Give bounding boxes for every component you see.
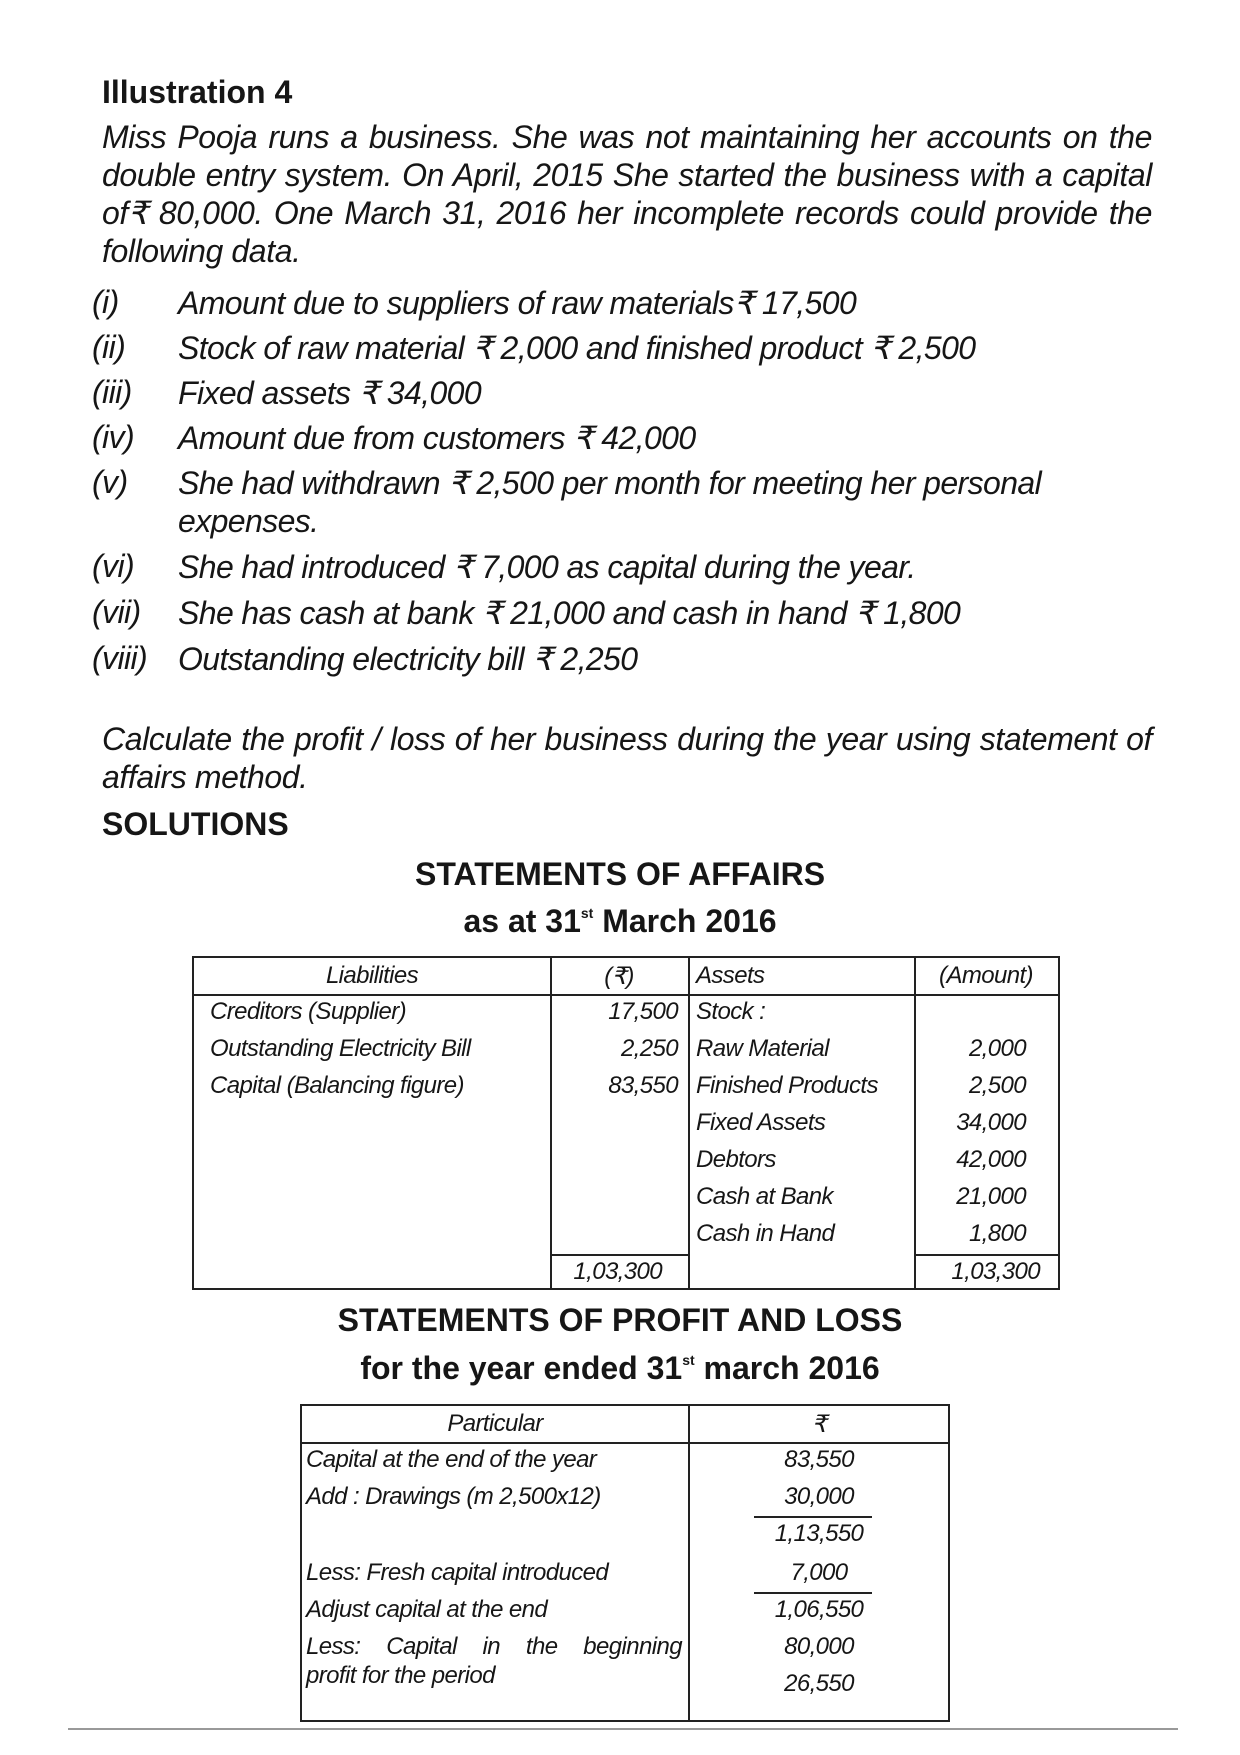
asset-label: Raw Material bbox=[696, 1035, 829, 1062]
item-number: (ii) bbox=[92, 329, 126, 365]
header-assets: Assets bbox=[696, 962, 765, 989]
asset-value: 2,000 bbox=[968, 1035, 1026, 1062]
liabilities-total: 1,03,300 bbox=[573, 1258, 662, 1285]
header-rupee: ₹ bbox=[811, 1411, 827, 1438]
intro-paragraph: Miss Pooja runs a business. She was not maintaining her accounts on the double entry system. On April, 2015 She started the business with a capital of₹ 80,000. One March 31, 2016 her incomplete records could provide the following data. bbox=[102, 119, 1152, 269]
asset-value: 42,000 bbox=[956, 1146, 1026, 1173]
item-number: (vi) bbox=[92, 548, 135, 584]
item-text: Outstanding electricity bill ₹ 2,250 bbox=[178, 641, 638, 677]
header-liabilities: Liabilities bbox=[325, 962, 419, 989]
illustration-heading: Illustration 4 bbox=[102, 74, 293, 110]
affairs-title: STATEMENTS OF AFFAIRS bbox=[414, 856, 826, 892]
pl-row-value: 80,000 bbox=[784, 1633, 854, 1660]
pl-row-value: 7,000 bbox=[790, 1559, 848, 1586]
liability-label: Outstanding Electricity Bill bbox=[210, 1035, 471, 1062]
pl-row-label: Capital at the end of the year bbox=[306, 1446, 597, 1473]
item-number: (viii) bbox=[92, 640, 148, 676]
subtotal-rule bbox=[754, 1592, 872, 1594]
affairs-subtitle-text: as at 31 bbox=[463, 903, 581, 939]
header-divider bbox=[194, 994, 1058, 996]
pl-row-label: profit for the period bbox=[306, 1662, 495, 1689]
list-item bbox=[92, 594, 1162, 634]
liability-label: Capital (Balancing figure) bbox=[210, 1072, 464, 1099]
asset-label: Cash at Bank bbox=[696, 1183, 833, 1210]
item-number: (vii) bbox=[92, 594, 141, 630]
item-text: She has cash at bank ₹ 21,000 and cash in hand ₹ 1,800 bbox=[178, 595, 961, 631]
page-bottom-rule bbox=[68, 1728, 1178, 1730]
item-number: (iv) bbox=[92, 419, 135, 455]
profit-loss-subtitle bbox=[240, 1350, 1000, 1387]
item-text: Amount due from customers ₹ 42,000 bbox=[178, 420, 696, 456]
asset-value: 1,800 bbox=[968, 1220, 1026, 1247]
affairs-subtitle-sup: st bbox=[580, 905, 594, 921]
total-rule bbox=[914, 1254, 1058, 1256]
list-item bbox=[92, 464, 1162, 544]
pl-row-value: 26,550 bbox=[784, 1670, 854, 1697]
affairs-subtitle bbox=[300, 903, 940, 940]
column-divider bbox=[688, 958, 690, 1288]
list-item bbox=[92, 548, 1162, 588]
item-number: (iii) bbox=[92, 374, 132, 410]
item-text: Stock of raw material ₹ 2,000 and finished product ₹ 2,500 bbox=[178, 330, 976, 366]
affairs-subtitle-date: March 2016 bbox=[602, 903, 777, 939]
list-item bbox=[92, 374, 1162, 414]
item-text: She had withdrawn ₹ 2,500 per month for meeting her personal expenses. bbox=[178, 465, 1042, 539]
list-item bbox=[92, 640, 1162, 680]
item-number: (v) bbox=[92, 464, 128, 500]
list-item bbox=[92, 419, 1162, 459]
list-item bbox=[92, 329, 1162, 369]
asset-value: 21,000 bbox=[956, 1183, 1026, 1210]
liability-label: Creditors (Supplier) bbox=[210, 998, 407, 1025]
pl-row-value: 83,550 bbox=[784, 1446, 854, 1473]
profit-loss-subtitle-date: march 2016 bbox=[703, 1350, 880, 1386]
header-amount: (Amount) bbox=[939, 962, 1033, 989]
pl-row-label: Adjust capital at the end bbox=[306, 1596, 548, 1623]
pl-row-label: Less: Capital in the beginning bbox=[306, 1633, 682, 1660]
pl-row-label: Less: Fresh capital introduced bbox=[306, 1559, 609, 1586]
asset-label: Debtors bbox=[696, 1146, 776, 1173]
header-amount-symbol: (₹) bbox=[604, 963, 634, 990]
profit-loss-title: STATEMENTS OF PROFIT AND LOSS bbox=[337, 1302, 903, 1338]
liability-value: 17,500 bbox=[608, 998, 678, 1025]
item-text: She had introduced ₹ 7,000 as capital during the year. bbox=[178, 549, 916, 585]
item-number: (i) bbox=[92, 284, 119, 320]
profit-loss-subtitle-sup: st bbox=[682, 1352, 695, 1368]
liability-value: 83,550 bbox=[608, 1072, 678, 1099]
pl-row-value: 1,13,550 bbox=[774, 1520, 864, 1547]
item-text: Amount due to suppliers of raw materials₹ 17,500 bbox=[178, 285, 857, 321]
total-rule bbox=[550, 1254, 688, 1256]
asset-label: Finished Products bbox=[696, 1072, 878, 1099]
assets-total: 1,03,300 bbox=[951, 1258, 1040, 1285]
header-particular: Particular bbox=[447, 1410, 543, 1437]
asset-label: Fixed Assets bbox=[696, 1109, 826, 1136]
subtotal-rule bbox=[754, 1516, 872, 1518]
asset-label: Cash in Hand bbox=[696, 1220, 835, 1247]
pl-row-value: 1,06,550 bbox=[774, 1596, 864, 1623]
liability-value: 2,250 bbox=[620, 1035, 678, 1062]
pl-row-value: 30,000 bbox=[784, 1483, 854, 1510]
item-text: Fixed assets ₹ 34,000 bbox=[178, 375, 482, 411]
statement-of-affairs-table bbox=[192, 956, 1060, 1290]
profit-loss-table bbox=[300, 1404, 950, 1722]
profit-loss-subtitle-text: for the year ended 31 bbox=[360, 1350, 683, 1386]
question-paragraph: Calculate the profit / loss of her business during the year using statement of affairs method. bbox=[102, 721, 1152, 795]
solutions-heading: SOLUTIONS bbox=[102, 806, 289, 842]
stock-label: Stock : bbox=[696, 998, 766, 1025]
header-divider bbox=[302, 1442, 948, 1444]
list-item bbox=[92, 284, 1162, 324]
pl-row-label: Add : Drawings (m 2,500x12) bbox=[306, 1483, 601, 1510]
asset-value: 2,500 bbox=[968, 1072, 1026, 1099]
asset-value: 34,000 bbox=[956, 1109, 1026, 1136]
